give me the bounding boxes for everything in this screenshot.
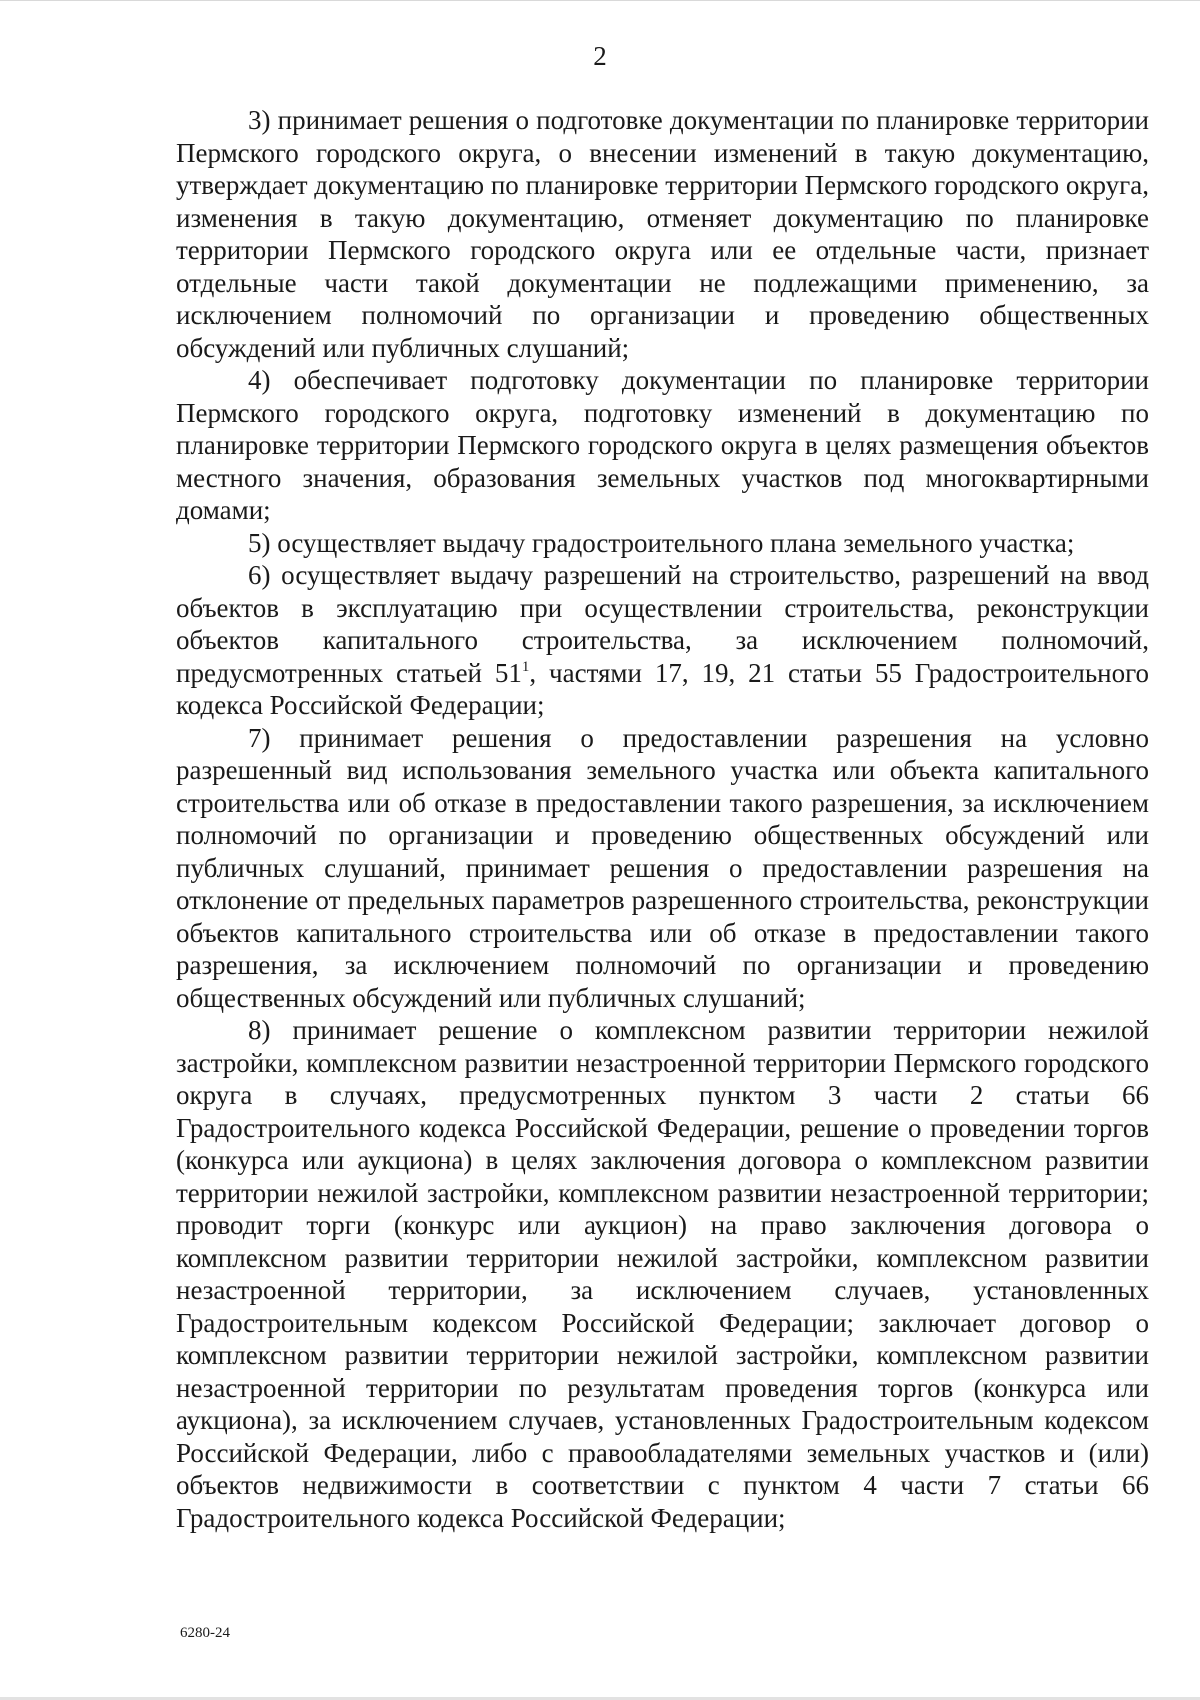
paragraph-item-8: 8) принимает решение о комплексном развитии территории нежилой застройки, комплексном развитии незастроенной территории Пермского городского округа в случаях, предусмотренных пунктом 3 части 2 статьи 66 Градостроительного кодекса Российской Федерации, решение о проведении торгов (конкурса или аукциона) в целях заключения договора о комплексном развитии территории нежилой застройки, комплексном развитии незастроенной территории; проводит торги (конкурс или аукцион) на право заключения договора о комплексном развитии территории нежилой застройки, комплексном развитии незастроенной территории, за исключением случаев, установленных Градостроительным кодексом Российской Федерации; заключает договор о комплексном развитии территории нежилой застройки, комплексном развитии незастроенной территории по результатам проведения торгов (конкурса или аукциона), за исключением случаев, установленных Градостроительным кодексом Российской Федерации, либо с правообладателями земельных участков и (или) объектов недвижимости в соответствии с пунктом 4 части 7 статьи 66 Градостроительного кодекса Российской Федерации; xyxy=(176,1015,1149,1533)
page-number: 2 xyxy=(593,41,607,71)
paragraph-item-6-text-end: , частями 17, 19, 21 статьи 55 Градостроительного кодекса Российской Федерации; xyxy=(176,657,1149,720)
document-code: 6280-24 xyxy=(180,1625,230,1641)
paragraph-item-6 xyxy=(176,559,1149,722)
document-body xyxy=(176,104,1149,1534)
paragraph-item-4: 4) обеспечивает подготовку документации по планировке территории Пермского городского округа, подготовку изменений в документацию по планировке территории Пермского городского округа в целях размещения объектов местного значения, образования земельных участков под многоквартирными домами; xyxy=(176,365,1149,525)
paragraph-item-6-text-start: 6) осуществляет выдачу разрешений на строительство, разрешений на ввод объектов в эксплуатацию при осуществлении строительства, реконструкции объектов капитального строительства, за исключением полномочий, предусмотренных статьей 51 xyxy=(176,560,1149,688)
superscript-mark: 1 xyxy=(521,658,530,675)
paragraph-item-7: 7) принимает решения о предоставлении разрешения на условно разрешенный вид использования земельного участка или объекта капитального строительства или об отказе в предоставлении такого разрешения, за исключением полномочий по организации и проведению общественных обсуждений или публичных слушаний, принимает решения о предоставлении разрешения на отклонение от предельных параметров разрешенного строительства, реконструкции объектов капитального строительства или об отказе в предоставлении такого разрешения, за исключением полномочий по организации и проведению общественных обсуждений или публичных слушаний; xyxy=(176,722,1149,1013)
paragraph-item-3: 3) принимает решения о подготовке документации по планировке территории Пермского городского округа, о внесении изменений в такую документацию, утверждает документацию по планировке территории Пермского городского округа, изменения в такую документацию, отменяет документацию по планировке территории Пермского городского округа или ее отдельные части, признает отдельные части такой документации не подлежащими применению, за исключением полномочий по организации и проведению общественных обсуждений или публичных слушаний; xyxy=(176,105,1149,363)
paragraph-item-5: 5) осуществляет выдачу градостроительного плана земельного участка; xyxy=(248,527,1075,558)
